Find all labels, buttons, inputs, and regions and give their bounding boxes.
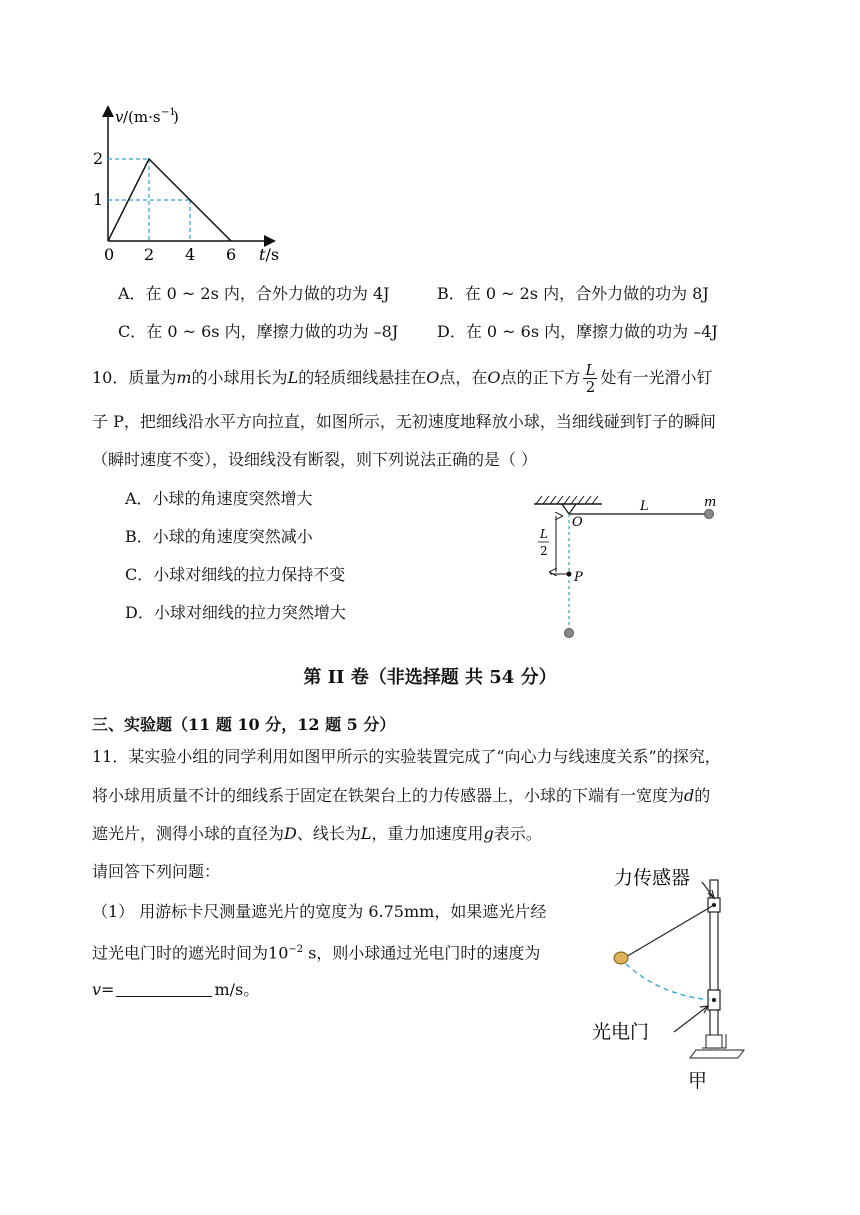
apparatus-figure	[590, 860, 770, 1095]
q10-option-a: A．小球的角速度突然增大	[125, 489, 313, 508]
q11-line2: 将小球用质量不计的细线系于固定在铁架台上的力传感器上，小球的下端有一宽度为d的	[92, 786, 711, 805]
ball-bottom	[565, 629, 574, 638]
q9-option-c: C．在 0 ~ 6s 内，摩擦力做的功为 –8J	[118, 322, 399, 341]
pivot-support	[562, 504, 576, 514]
pendulum-string	[624, 905, 714, 958]
q10-option-d: D．小球对细线的拉力突然增大	[125, 603, 346, 622]
figure-caption: 甲	[688, 1070, 708, 1092]
half-l-num: L	[540, 527, 548, 541]
label-m: m	[704, 495, 717, 510]
fraction-l-over-2: $\frac{L}{2}$	[585, 361, 596, 396]
q11-line1: 11．某实验小组的同学利用如图甲所示的实验装置完成了“向心力与线速度关系”的探究，	[92, 747, 721, 766]
q10-line1: 10．质量为m的小球用长为L的轻质细线悬挂在O点，在O点的正下方 $\frac{L}{2}$ 处有一光滑小钉	[92, 361, 713, 396]
y-tick-1: 1	[93, 190, 104, 209]
q11-line3: 遮光片，测得小球的直径为D、线长为L，重力加速度用g表示。	[92, 824, 542, 843]
sensor-label: 力传感器	[614, 867, 691, 889]
label-p: P	[574, 570, 583, 585]
section3-heading: 三、实验题（11 题 10 分，12 题 5 分）	[92, 715, 396, 734]
label-o: O	[572, 515, 583, 530]
x-tick-2: 2	[144, 245, 155, 264]
q10-option-b: B．小球的角速度突然减小	[125, 527, 313, 546]
velocity-time-graph	[95, 100, 295, 270]
answer-blank[interactable]	[116, 982, 212, 997]
q9-option-b: B．在 0 ~ 2s 内，合外力做的功为 8J	[437, 284, 709, 303]
y-axis-label: v	[115, 108, 124, 126]
q10-line3: （瞬时速度不变），设细线没有断裂，则下列说法正确的是（ ）	[92, 450, 538, 469]
q11-sub1-answer: v= m/s。	[92, 980, 260, 999]
velocity-line	[108, 159, 231, 241]
x-axis-label: t/s	[259, 245, 280, 264]
half-l-den: 2	[540, 544, 548, 558]
q11-prompt: 请回答下列问题：	[92, 862, 221, 881]
label-l: L	[640, 499, 649, 514]
q11-sub1-line1: （1） 用游标卡尺测量遮光片的宽度为 6.75mm，如果遮光片经	[92, 902, 547, 921]
q11-sub1-line2: 过光电门时的遮光时间为$10^{-2}$ s，则小球通过光电门时的速度为	[92, 943, 541, 963]
q9-option-a: A．在 0 ~ 2s 内，合外力做的功为 4J	[118, 284, 390, 303]
part2-title: 第 II 卷（非选择题 共 54 分）	[303, 667, 557, 688]
q9-option-d: D．在 0 ~ 6s 内，摩擦力做的功为 –4J	[437, 322, 718, 341]
pendulum-figure	[528, 486, 728, 646]
y-tick-2: 2	[93, 149, 104, 168]
gate-label: 光电门	[592, 1021, 650, 1043]
ball-start	[705, 510, 714, 519]
base-plate	[690, 1050, 744, 1058]
swing-arc	[626, 964, 710, 1000]
x-tick-6: 6	[226, 245, 237, 264]
x-tick-4: 4	[185, 245, 196, 264]
y-axis-unit-close: )	[173, 108, 179, 126]
q10-line2: 子 P，把细线沿水平方向拉直，如图所示，无初速度地释放小球，当细线碰到钉子的瞬间	[92, 412, 716, 431]
x-tick-0: 0	[104, 245, 115, 264]
pendulum-ball	[614, 952, 628, 964]
y-axis-unit: /(m·s	[123, 108, 161, 126]
q10-option-c: C．小球对细线的拉力保持不变	[125, 565, 346, 584]
y-axis-unit-exp: −1	[161, 107, 176, 118]
